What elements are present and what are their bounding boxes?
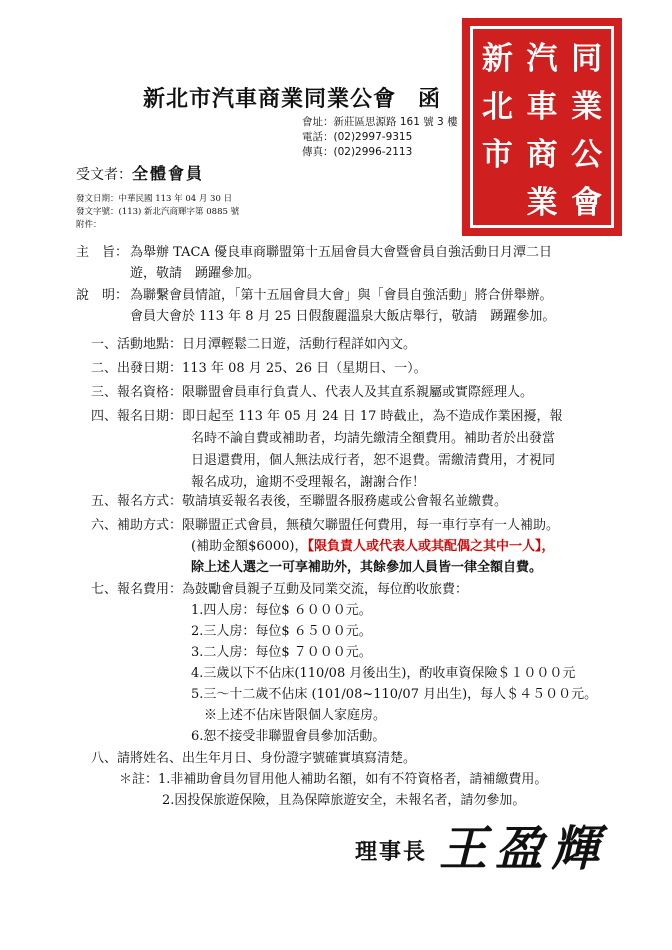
item-fees: 七、報名費用：為鼓勵會員親子互動及同業交流，每位酌收旅費：: [91, 582, 469, 597]
explain-line-1: 為聯繫會員情誼，「第十五屆會員大會」與「會員自強活動」將合併舉辦。: [130, 288, 553, 303]
page-title: [143, 82, 441, 113]
signature: [355, 810, 607, 879]
explain-line-2: 會員大會於 113 年 8 月 25 日假馥麗溫泉大飯店舉行，敬請 踴躍參加。: [130, 309, 556, 324]
seal-character: 市: [481, 136, 513, 173]
item-date: 二、出發日期：113 年 08 月 25、26 日（星期日、一）。: [91, 361, 427, 376]
note-1: ＊註：1.非補助會員勿冒用他人補助名額，如有不符資格者，請補繳費用。: [119, 772, 548, 787]
org-name: 新北市汽車商業同業公會: [143, 87, 397, 112]
item-method: 五、報名方式：敬請填妥報名表後，至聯盟各服務處或公會報名並繳費。: [91, 494, 508, 509]
seal-character: 車: [526, 88, 558, 125]
official-seal: [462, 18, 622, 236]
attachment-label: 附件：: [76, 220, 102, 230]
issue-date: 發文日期：中華民國 113 年 04 月 30 日: [76, 194, 233, 204]
item-subsidy-line-1: 六、補助方式：限聯盟正式會員，無積欠聯盟任何費用，每一車行享有一人補助。: [91, 518, 560, 533]
recipient-value: 全體會員: [132, 164, 205, 183]
fee-double-room: 3.二人房：每位$ ７０００元。: [191, 645, 372, 660]
fee-three-to-twelve: 5.三～十二歲不佔床 (101/08~110/07 月出生)，每人＄４５００元。: [191, 687, 598, 702]
seal-character: 新: [481, 40, 513, 77]
item-registration-line-2: 名時不論自費或補助者，均請先繳清全額費用。補助者於出發當: [191, 431, 556, 446]
item-eligibility: 三、報名資格：限聯盟會員車行負責人、代表人及其直系親屬或實際經理人。: [91, 385, 534, 400]
seal-character: 同: [571, 40, 603, 77]
signature-name: 王盈輝: [439, 821, 608, 877]
note-2: 2.因投保旅遊保險，且為保障旅遊安全，未報名者，請勿參加。: [162, 793, 526, 808]
seal-character: 業: [571, 88, 603, 125]
subsidy-amount: (補助金額$6000)，: [191, 539, 308, 554]
seal-character: 業: [526, 184, 558, 221]
fee-non-member: 6.恕不接受非聯盟會員參加活動。: [191, 729, 386, 744]
seal-character: 會: [571, 184, 603, 221]
item-subsidy-line-2: [191, 535, 555, 554]
seal-character: 北: [481, 88, 513, 125]
address-line: 會址：新莊區思源路 161 號 3 樓: [302, 116, 458, 128]
item-venue: 一、活動地點：日月潭輕鬆二日遊，活動行程詳如內文。: [91, 337, 417, 352]
seal-character: 商: [526, 136, 558, 173]
phone-line: 電話：(02)2997-9315: [302, 131, 413, 143]
fee-quad-room: 1.四人房：每位$ ６０００元。: [191, 603, 372, 618]
seal-character: 公: [571, 136, 603, 173]
item-registration-line-4: 報名成功，逾期不受理報名，謝謝合作！: [191, 475, 426, 490]
item-subsidy-line-3: 除上述人選之一可享補助外，其餘參加人員皆一律全額自費。: [191, 560, 543, 575]
seal-characters: [476, 32, 608, 222]
explain-label: 說 明：: [76, 288, 129, 303]
subsidy-restriction: 【限負責人或代表人或其配偶之其中一人】，: [307, 539, 555, 554]
subject-line-1: 為舉辦 TACA 優良車商聯盟第十五屆會員大會暨會員自強活動日月潭二日: [130, 245, 552, 260]
fee-triple-room: 2.三人房：每位$ ６５００元。: [191, 624, 372, 639]
item-info: 八、請將姓名、出生年月日、身份證字號確實填寫清楚。: [91, 751, 417, 766]
subject-line-2: 遊，敬請 踴躍參加。: [130, 266, 261, 281]
recipient: [76, 161, 204, 184]
subject-label: 主 旨：: [76, 245, 129, 260]
fee-note: ※上述不佔床皆限個人家庭房。: [204, 708, 387, 723]
item-registration-line-1: 四、報名日期：即日起至 113 年 05 月 24 日 17 時截止，為不造成作業困擾，報: [91, 409, 563, 424]
fee-under-three: 4.三歲以下不佔床(110/08 月後出生)，酌收車資保險＄１０００元: [191, 666, 576, 681]
signature-role: 理事長: [355, 839, 428, 865]
fax-line: 傳真：(02)2996-2113: [302, 146, 413, 158]
doc-type: 函: [418, 87, 442, 112]
recipient-label: 受文者：: [76, 167, 132, 183]
item-registration-line-3: 日退還費用，個人無法成行者，恕不退費。需繳清費用，才視同: [191, 453, 556, 468]
seal-character: 汽: [526, 40, 558, 77]
issue-number: 發文字號：(113) 新北汽商輝字第 0885 號: [76, 207, 240, 217]
seal-character: [476, 176, 519, 222]
